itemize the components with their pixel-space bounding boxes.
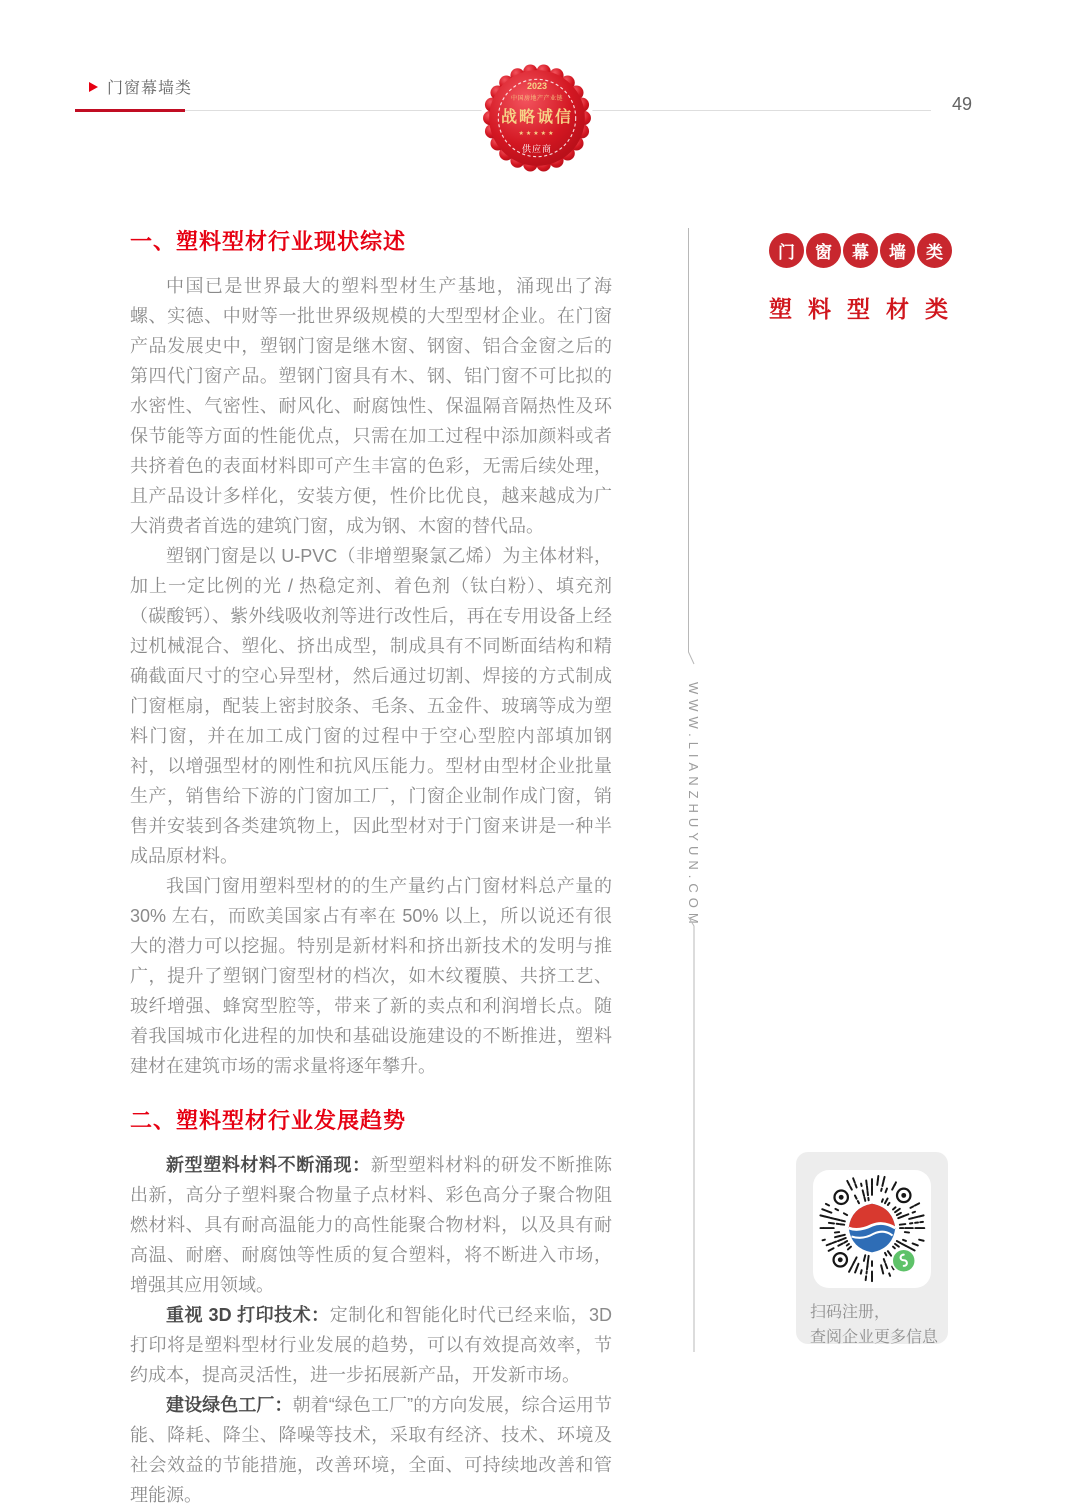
breadcrumb — [89, 75, 192, 98]
badge-footer: 供应商 — [522, 142, 552, 155]
category-circle — [917, 233, 952, 268]
certification-badge — [481, 62, 593, 174]
badge-stars: ★★★★★ — [519, 130, 556, 137]
category-char: 墙 — [889, 238, 906, 263]
paragraph-lead: 建设绿色工厂： — [166, 1395, 293, 1415]
category-circle — [769, 233, 804, 268]
paragraph-text: 定制化和智能化时代已经来临，3D 打印将是塑料型材行业发展的趋势，可以有效提高效率，节约成本，提高灵活性，进一步拓展新产品，开发新市场。 — [130, 1305, 612, 1385]
qr-card — [796, 1152, 948, 1344]
sidebar-categories — [769, 233, 952, 268]
miniprogram-icon — [892, 1249, 915, 1272]
category-circle — [806, 233, 841, 268]
paragraph-lead: 新型塑料材料不断涌现： — [166, 1155, 371, 1175]
paragraph: 中国已是世界最大的塑料型材生产基地，涌现出了海螺、实德、中财等一批世界级规模的大型型材企业。在门窗产品发展史中，塑钢门窗是继木窗、钢窗、铝合金窗之后的第四代门窗产品。塑钢门窗具有木、钢、铝门窗不可比拟的水密性、气密性、耐风化、耐腐蚀性、保温隔音隔热性及环保节能等方面的性能优点，只需在加工过程中添加颜料或者共挤着色的表面材料即可产生丰富的色彩，无需后续处理，且产品设计多样化，安装方便，性价比优良，越来越成为广大消费者首选的建筑门窗，成为钢、木窗的替代品。 — [130, 271, 612, 541]
qr-code — [813, 1170, 931, 1288]
qr-caption-line: 查阅企业更多信息 — [810, 1325, 948, 1350]
paragraph: 塑钢门窗是以 U-PVC（非增塑聚氯乙烯）为主体材料，加上一定比例的光 / 热稳定剂、着色剂（钛白粉）、填充剂（碳酸钙）、紫外线吸收剂等进行改性后，再在专用设备上经过机械混合、塑化、挤出成型，制成具有不同断面结构和精确截面尺寸的空心异型材，然后通过切割、焊接的方式制成门窗框扇，配装上密封胶条、毛条、五金件、玻璃等成为塑料门窗，并在加工成门窗的过程中于空心型腔内部填加钢衬，以增强型材的刚性和抗风压能力。型材由型材企业批量生产，销售给下游的门窗加工厂，门窗企业制作成门窗，销售并安装到各类建筑物上，因此型材对于门窗来讲是一种半成品原材料。 — [130, 541, 612, 871]
paragraph: 我国门窗用塑料型材的的生产量约占门窗材料总产量的 30% 左右，而欧美国家占有率在 50% 以上，所以说还有很大的潜力可以挖掘。特别是新材料和挤出新技术的发明与推广，提升了塑钢门窗型材的档次，如木纹覆膜、共挤工艺、玻纤增强、蜂窝型腔等，带来了新的卖点和利润增长点。随着我国城市化进程的加快和基础设施建设的不断推进，塑料建材在建筑市场的需求量将逐年攀升。 — [130, 871, 612, 1081]
category-char: 幕 — [852, 238, 869, 263]
qr-caption — [810, 1300, 948, 1350]
header-rule-accent — [75, 109, 185, 112]
qr-eye-icon — [897, 1189, 910, 1202]
qr-eye-icon — [834, 1253, 847, 1266]
qr-code-svg — [816, 1173, 928, 1285]
badge-year: 2023 — [527, 81, 547, 91]
article — [130, 227, 612, 1510]
paragraph-text: 朝着“绿色工厂”的方向发展，综合运用节能、降耗、降尘、降噪等技术，采取有经济、技术、环境及社会效益的节能措施，改善环境，全面、可持续地改善和管理能源。 — [130, 1395, 612, 1505]
paragraph-lead: 重视 3D 打印技术： — [166, 1305, 330, 1325]
section-2-heading: 二、塑料型材行业发展趋势 — [130, 1106, 612, 1136]
badge-title: 战略诚信 — [501, 104, 573, 127]
company-logo — [847, 1203, 897, 1253]
paragraph — [130, 1300, 612, 1390]
badge-subtitle: 中国房地产产业链 — [511, 93, 563, 102]
breadcrumb-label: 门窗幕墙类 — [107, 75, 192, 98]
qr-caption-line: 扫码注册， — [810, 1300, 948, 1325]
category-char: 窗 — [815, 238, 832, 263]
paragraph-text: 新型塑料材料的研发不断推陈出新，高分子塑料聚合物量子点材料、彩色高分子聚合物阻燃材料、具有耐高温能力的高性能聚合物材料，以及具有耐高温、耐磨、耐腐蚀等性质的复合塑料，将不断进入市场，增强其应用领域。 — [130, 1155, 612, 1295]
category-char: 门 — [778, 238, 795, 263]
category-circle — [843, 233, 878, 268]
breadcrumb-arrow-icon — [89, 82, 98, 92]
website-vertical-text: WWW.LIANZHUYUN.COM — [677, 682, 701, 914]
section-1-heading: 一、塑料型材行业现状综述 — [130, 227, 612, 257]
category-title: 塑料型材类 — [769, 291, 964, 324]
category-char: 类 — [926, 238, 943, 263]
page-number: 49 — [952, 94, 972, 115]
paragraph — [130, 1150, 612, 1300]
paragraph — [130, 1390, 612, 1510]
category-circle — [880, 233, 915, 268]
qr-eye-icon — [834, 1191, 847, 1204]
